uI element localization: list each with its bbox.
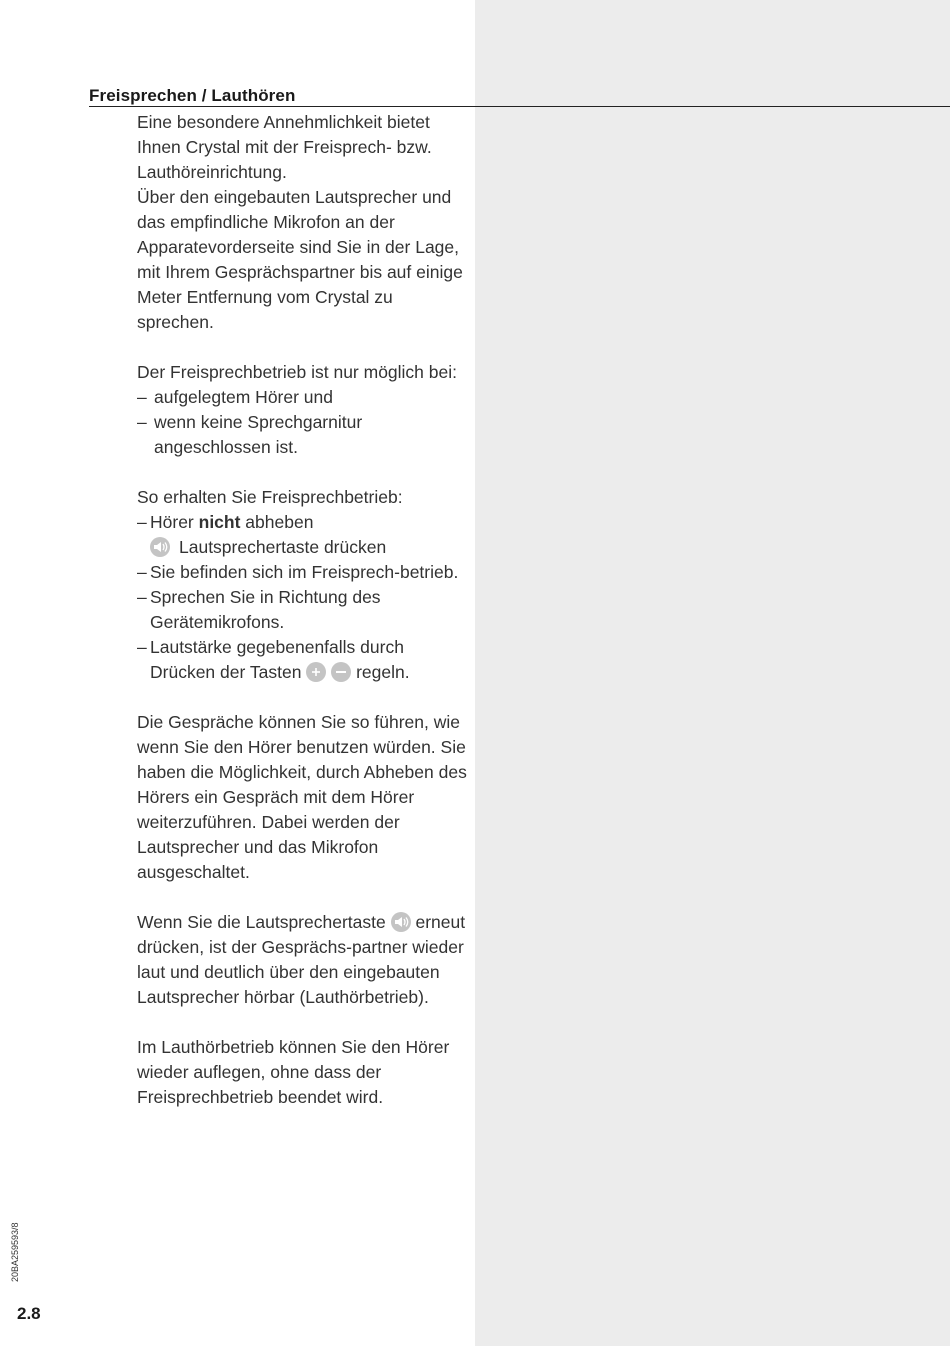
handset-paragraph: Die Gespräche können Sie so führen, wie wenn Sie den Hörer benutzen würden. Sie haben die Möglichkeit, durch Abheben des Hörers ein Gespräch mit dem Hörer weiterzuführen. Dabei werden der Lautsprecher und das Mikrofon ausgeschaltet. xyxy=(137,712,467,882)
steps-lead: So erhalten Sie Freisprechbetrieb: xyxy=(137,487,403,507)
intro-paragraph-2: Über den eingebauten Lautsprecher und das empfindliche Mikrofon an der Apparatevorderseite sind Sie in der Lage, mit Ihrem Gesprächspartner bis auf einige Meter Entfernung vom Crystal zu sprechen. xyxy=(137,187,463,332)
step-item: – Hörer nicht abheben xyxy=(137,512,314,532)
speaker-key-text: Lautsprechertaste drücken xyxy=(179,537,387,557)
step-item: – Sie befinden sich im Freisprech-betrieb. xyxy=(137,562,459,582)
speaker-paragraph: Wenn Sie die Lautsprechertaste erneut drücken, ist der Gesprächs-partner wieder laut und deutlich über den eingebauten Lautsprecher hörbar (Lauthörbetrieb). xyxy=(137,912,466,1007)
condition-item: – aufgelegtem Hörer und xyxy=(137,387,333,407)
conditions-lead: Der Freisprechbetrieb ist nur möglich bei: xyxy=(137,362,457,382)
emphasis-nicht: nicht xyxy=(198,512,241,532)
document-code: 20BA259593/8 xyxy=(10,1222,20,1282)
right-margin-panel xyxy=(475,0,950,1346)
step-item: – Sprechen Sie in Richtung des Gerätemikrofons. xyxy=(137,587,381,632)
speaker-key-row xyxy=(137,535,467,560)
body-text xyxy=(137,110,467,1110)
section-heading: Freisprechen / Lauthören xyxy=(89,86,296,105)
minus-key-icon xyxy=(331,662,351,682)
plus-key-icon xyxy=(306,662,326,682)
page-number: 2.8 xyxy=(17,1304,41,1323)
intro-paragraph-1: Eine besondere Annehmlichkeit bietet Ihnen Crystal mit der Freisprech- bzw. Lauthöreinrichtung. xyxy=(137,112,432,182)
step-item: – Lautstärke gegebenenfalls durch Drücken der Tasten regeln. xyxy=(137,637,410,682)
speaker-key-icon xyxy=(150,537,170,557)
condition-item: – wenn keine Sprechgarnitur angeschlossen ist. xyxy=(137,412,363,457)
speaker-key-icon xyxy=(391,912,411,932)
heading-rule xyxy=(89,106,950,107)
closing-paragraph: Im Lauthörbetrieb können Sie den Hörer wieder auflegen, ohne dass der Freisprechbetrieb beendet wird. xyxy=(137,1037,450,1107)
